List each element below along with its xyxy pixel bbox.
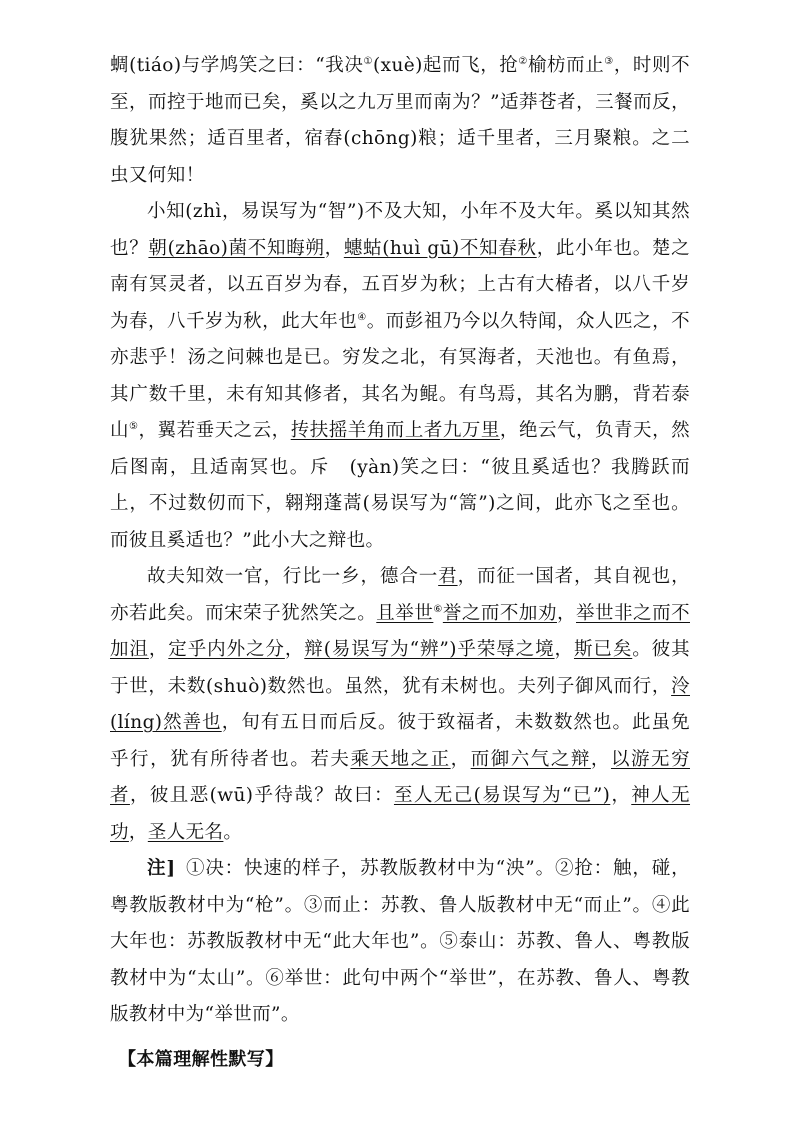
text-segment: ，翼若垂天之云， (138, 420, 291, 441)
text-segment: ， (284, 639, 305, 660)
footnote-marker: ⑤ (129, 421, 139, 432)
text-segment: 。 (223, 821, 243, 843)
text-segment: ，绝云气，负青天，然后图南，且适南冥也。斥 (yàn)笑之曰：“彼且奚适也？我腾跃而上，不过数仞而下，翱翔蓬蒿(易误写为“篙”)之间，此亦飞之至也。而彼且奚适也？”此小大之辩也。 (110, 420, 691, 551)
footnote-marker: ② (518, 56, 528, 67)
footnote-marker: ⑥ (433, 603, 443, 615)
document-page (110, 48, 690, 1078)
underlined-text: 泠(líng)然善也 (110, 675, 690, 733)
underlined-text: 斯已矣 (573, 639, 633, 660)
text-segment: ，而征一国者，其自视也，亦若此矣。而宋荣子犹然笑之。 (110, 566, 690, 624)
text-segment: ，彼且恶(wū)乎待哉？故曰： (129, 785, 394, 806)
note-label: 注] (147, 858, 176, 879)
text-segment: (xuè)起而飞，抢 (373, 55, 519, 76)
underlined-text: 抟扶摇羊角而上者九万里 (290, 420, 500, 441)
text-segment: ， (590, 748, 611, 770)
footnote-marker: ③ (604, 56, 614, 67)
underlined-text: 神人无功 (110, 785, 691, 843)
footnote-marker: ④ (357, 311, 367, 323)
text-segment: 小知(zhì，易误写为“智”)不及大知，小年不及大年。奚以知其然也？ (110, 201, 690, 259)
underlined-text: 誉之而不加劝 (442, 602, 557, 624)
text-segment: 榆枋而止 (527, 55, 605, 76)
underlined-text: 且举世 (376, 602, 434, 624)
text-segment: ， (450, 748, 471, 770)
paragraph (110, 48, 690, 194)
text-segment: ，旬有五日而后反。彼于致福者，未数数然也。此虽免乎行，犹有所待者也。若夫 (110, 712, 690, 770)
underlined-text: 而御六气之辩 (470, 748, 591, 770)
text-segment: ， (554, 639, 574, 660)
paragraph (110, 559, 690, 851)
text-segment: ， (128, 821, 148, 843)
underlined-text: 至人无己(易误写为“已”) (393, 785, 611, 806)
text-segment: 故夫知效一官，行比一乡，德合一 (147, 566, 439, 587)
note-text: ①决：快速的样子，苏教版教材中为“泱”。②抢：触，碰，粤教版教材中为“枪”。③而止：苏教、鲁人版教材中无“而止”。④此大年也：苏教版教材中无“此大年也”。⑤泰山：苏教、鲁人、粤教版教材中为“太山”。⑥举世：此句中两个“举世”，在苏教、鲁人、粤教版教材中为“举世而”。 (110, 858, 690, 1025)
paragraph (110, 194, 690, 559)
text-segment: 。而彭祖乃今以久特闻，众人匹之，不亦悲乎！汤之问棘也是已。穷发之北，有冥海者，天池也。有鱼焉，其广数千里，未有知其修者，其名为鲲。有鸟焉，其名为鹏，背若泰山 (110, 310, 690, 441)
text-segment: ， (324, 237, 344, 259)
text-segment: ，时则不至，而控于地而已矣，奚以之九万里而南为？”适莽苍者，三餐而反，腹犹果然；适百里者，宿舂(chōng)粮；适千里者，三月聚粮。之二虫又何知！ (110, 55, 691, 186)
text-segment: ，此小年也。楚之南有冥灵者，以五百岁为春，五百岁为秋；上古有大椿者，以八千岁为春，八千岁为秋，此大年也 (110, 237, 691, 332)
footnote-marker: ① (363, 56, 374, 67)
text-segment: 蜩(tiáo)与学鸠笑之曰：“我决 (110, 55, 364, 76)
underlined-text: 举世非之而不加沮 (110, 602, 690, 660)
underlined-text: 朝(zhāo)菌不知晦朔 (148, 237, 325, 259)
underlined-text: 辩(易误写为“辨”)乎荣辱之境 (304, 639, 555, 660)
text-segment: ， (610, 785, 632, 806)
section-heading: 【本篇理解性默写】 (118, 1048, 284, 1070)
underlined-text: 圣人无名 (147, 821, 224, 843)
underlined-text: 定乎内外之分 (168, 639, 285, 660)
text-segment: ， (148, 639, 169, 660)
underlined-text: 以游无穷者 (110, 748, 690, 806)
main-text (110, 48, 690, 851)
text-segment: 。彼其于世，未数(shuò)数然也。虽然，犹有未树也。夫列子御风而行， (110, 639, 691, 697)
underlined-text: 君 (438, 566, 458, 587)
annotation-note (110, 851, 690, 1034)
underlined-text: 蟪蛄(huì gū)不知春秋 (343, 237, 537, 259)
underlined-text: 乘天地之正 (350, 748, 451, 770)
text-segment: ， (556, 602, 576, 624)
